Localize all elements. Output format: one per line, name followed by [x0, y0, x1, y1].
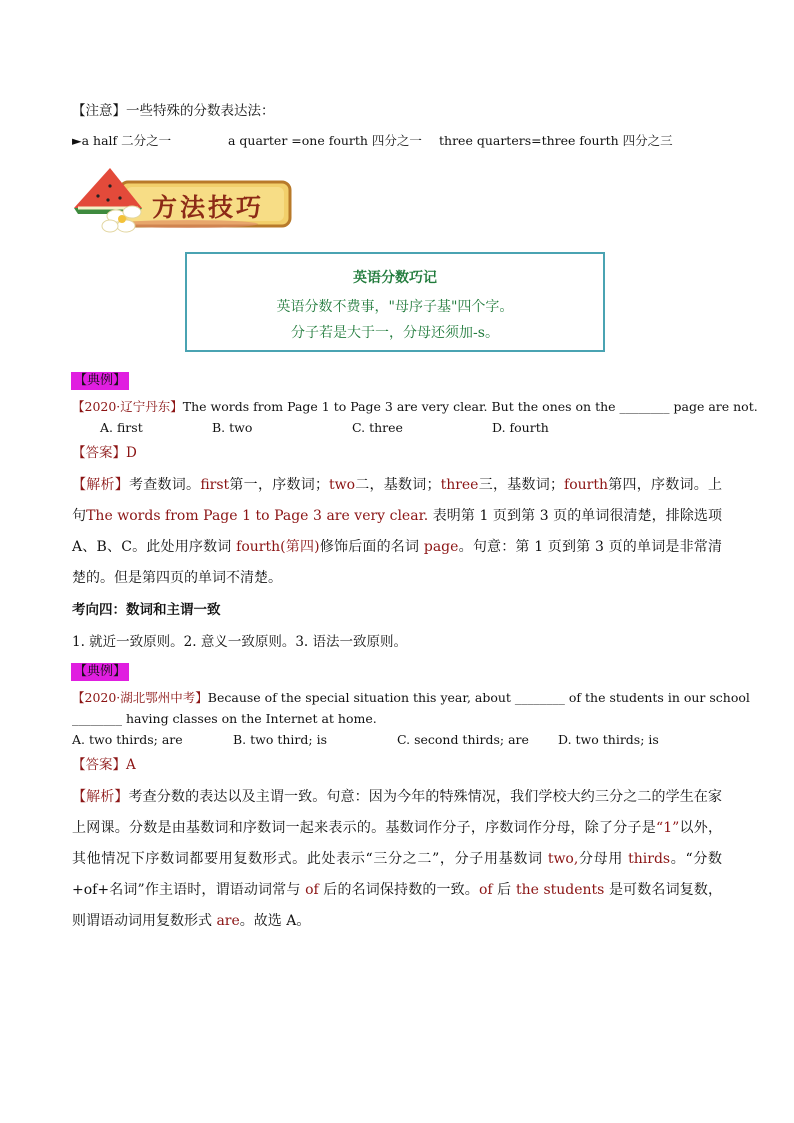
example2-option-a: A. two thirds; are [72, 732, 183, 747]
analysis-text: 修饰后面的名词 [319, 539, 424, 555]
analysis-term: first [200, 477, 230, 493]
analysis-term: fourth [564, 477, 608, 493]
analysis-text: 二，基数词； [355, 477, 441, 493]
analysis-text: 三，基数词； [478, 477, 565, 493]
analysis-text: 。“分数+of+名词”作主语时，谓语动词常与 [72, 851, 722, 898]
analysis-term: page [423, 539, 459, 555]
tip-box-title: 英语分数巧记 [353, 270, 437, 286]
note-quarter: a quarter =one fourth 四分之一 [228, 133, 422, 148]
example1-analysis [72, 470, 722, 594]
analysis-text: 。句意：第 1 页到第 3 页的单词是非常清楚的。但是第四页的单词不清楚。 [72, 539, 722, 586]
analysis-term: two [328, 477, 356, 493]
example1-answer: 【答案】D [72, 445, 137, 461]
analysis-label: 【解析】 [72, 477, 130, 493]
tip-box-line-2: 分子若是大于一，分母还须加-s。 [291, 325, 499, 341]
analysis-text: 第四，序数词。上句 [72, 477, 723, 524]
analysis-term: of [478, 882, 493, 898]
analysis-text: 考查数词。 [129, 477, 201, 493]
example1-question: The words from Page 1 to Page 3 are very clear. But the ones on the ________ page are not. [182, 399, 758, 414]
method-tips-badge [70, 164, 294, 240]
analysis-term: “1” [656, 820, 680, 836]
section4-rules: 1. 就近一致原则。2. 意义一致原则。3. 语法一致原则。 [72, 634, 408, 650]
analysis-term: fourth(第四) [236, 539, 320, 555]
analysis-term: thirds [628, 851, 671, 867]
example1-option-b: B. two [212, 420, 253, 435]
example1-question-line [72, 398, 758, 416]
analysis-text: 考查分数的表达以及主谓一致。句意：因为今年的特殊情况，我们学校大约三分之二的学生在家上网课。分数是由基数词和序数词一起来表示的。基数词作分子，序数词作分母，除了分子是 [72, 789, 723, 836]
analysis-term: the students [515, 882, 605, 898]
analysis-term: three [440, 477, 479, 493]
tip-box-line-1: 英语分数不费事，"母序子基"四个字。 [276, 299, 514, 315]
analysis-text: 表明第 1 页到第 3 页的单词很清楚，排除选项 A、B、C。此处用序数词 [72, 508, 723, 555]
note-line [72, 132, 171, 150]
example2-question-1: Because of the special situation this year, about ________ of the students in our school [207, 690, 750, 705]
triangle-marker-icon: ► [72, 133, 82, 148]
analysis-label: 【解析】 [72, 789, 129, 805]
analysis-text: 以外，其他情况下序数词都要用复数形式。此处表示“三分之二”，分子用基数词 [72, 820, 723, 867]
analysis-text: 后 [492, 882, 516, 898]
example-tag: 【典例】 [71, 372, 129, 390]
example1-option-c: C. three [352, 420, 403, 435]
analysis-term: of [305, 882, 319, 898]
example-tag: 【典例】 [71, 663, 129, 681]
analysis-text: 是可数名词复数，则谓语动词用复数形式 [72, 882, 723, 929]
analysis-text: 。故选 A。 [239, 913, 311, 929]
badge-title: 方法技巧 [152, 193, 265, 222]
analysis-text: 分母用 [578, 851, 629, 867]
analysis-term: The words from Page 1 to Page 3 are very clear. [86, 508, 429, 524]
example2-option-b: B. two third; is [233, 732, 328, 747]
example1-source: 【2020·辽宁丹东】 [72, 399, 183, 414]
section4-title: 考向四：数词和主谓一致 [72, 602, 221, 618]
example2-question-2: ________ having classes on the Internet at home. [72, 711, 377, 726]
analysis-text: 后的名词保持数的一致。 [318, 882, 479, 898]
example2-option-d: D. two thirds; is [558, 732, 659, 747]
example2-question-line [72, 689, 750, 707]
analysis-term: are [216, 913, 240, 929]
tip-box [185, 252, 605, 352]
note-three-quarters: three quarters=three fourth 四分之三 [439, 133, 673, 148]
example1-option-d: D. fourth [492, 420, 549, 435]
example2-option-c: C. second thirds; are [397, 732, 529, 747]
note-heading: 【注意】一些特殊的分数表达法： [72, 103, 275, 119]
note-half: a half 二分之一 [81, 133, 172, 148]
example2-analysis [72, 782, 722, 937]
analysis-term: two, [547, 851, 579, 867]
example1-option-a: A. first [100, 420, 143, 435]
example2-source: 【2020·湖北鄂州中考】 [72, 690, 208, 705]
example2-answer: 【答案】A [72, 757, 136, 773]
analysis-text: 第一，序数词； [229, 477, 329, 493]
